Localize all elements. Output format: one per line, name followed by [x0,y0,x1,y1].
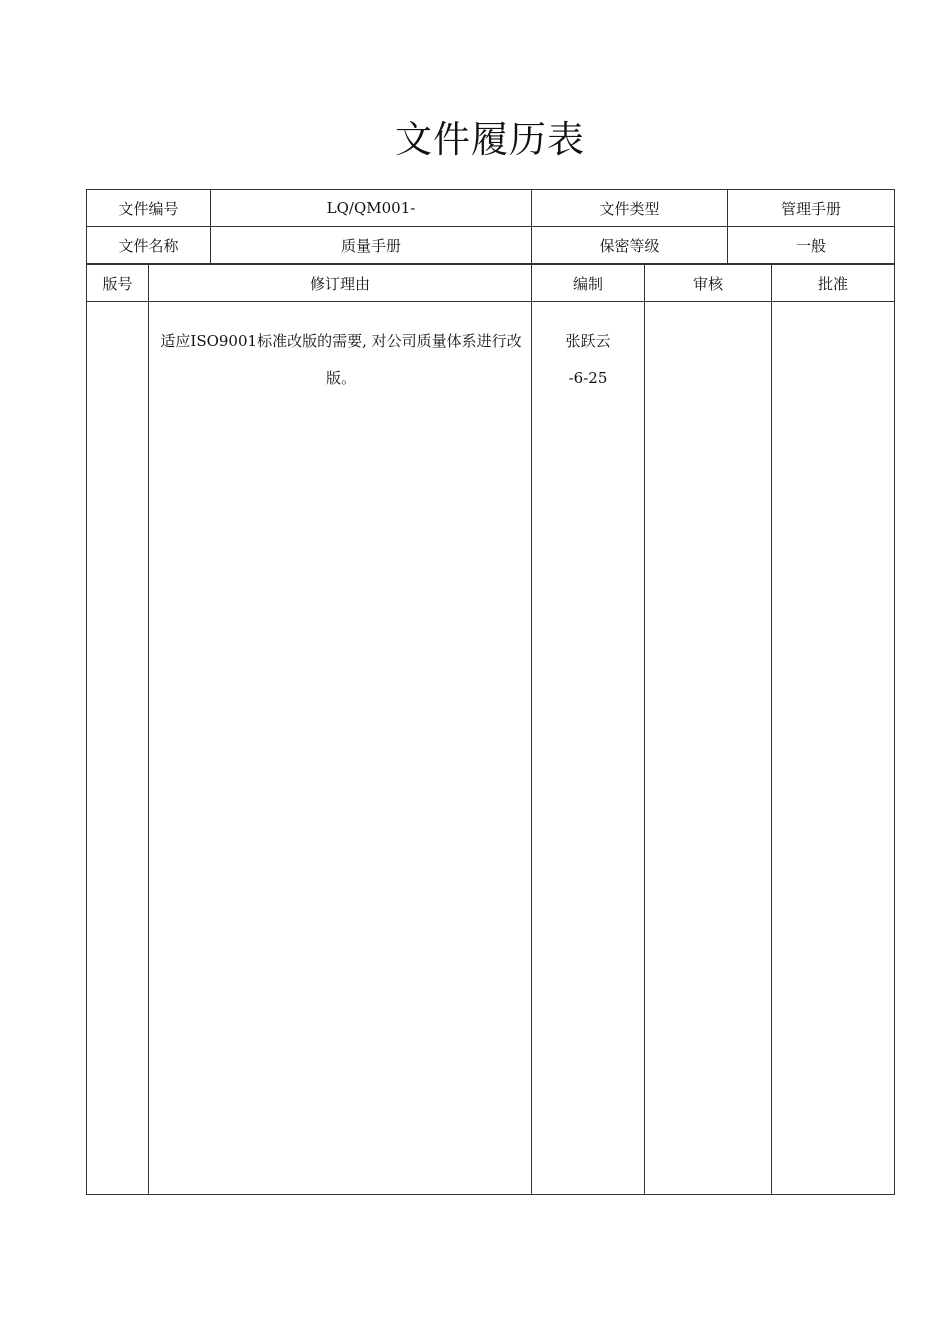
doc-number-value: LQ/QM001- [211,190,532,227]
info-row-doc-name [87,227,895,264]
approve-cell [772,302,895,1195]
review-header: 审核 [645,265,772,302]
review-cell [645,302,772,1195]
doc-type-label: 文件类型 [532,190,728,227]
reason-cell [149,302,532,1195]
document-info-table [86,189,895,264]
revision-reason-text: 适应ISO9001标准改版的需要, 对公司质量体系进行改版。 [160,332,522,387]
author-header: 编制 [532,265,645,302]
author-date: -6-25 [568,369,608,387]
page-title: 文件履历表 [395,118,585,161]
secrecy-level-label: 保密等级 [532,227,728,264]
secrecy-level-value: 一般 [728,227,895,264]
author-cell [532,302,645,1195]
reason-header: 修订理由 [149,265,532,302]
approve-header: 批准 [772,265,895,302]
doc-name-label: 文件名称 [87,227,211,264]
revision-header-row [87,265,895,302]
author-name: 张跃云 [565,332,611,350]
doc-number-label: 文件编号 [87,190,211,227]
doc-name-value: 质量手册 [211,227,532,264]
version-cell [87,302,149,1195]
table-row [87,302,895,1195]
version-header: 版号 [87,265,149,302]
info-row-doc-number [87,190,895,227]
doc-type-value: 管理手册 [728,190,895,227]
revision-history-table [86,264,895,1195]
